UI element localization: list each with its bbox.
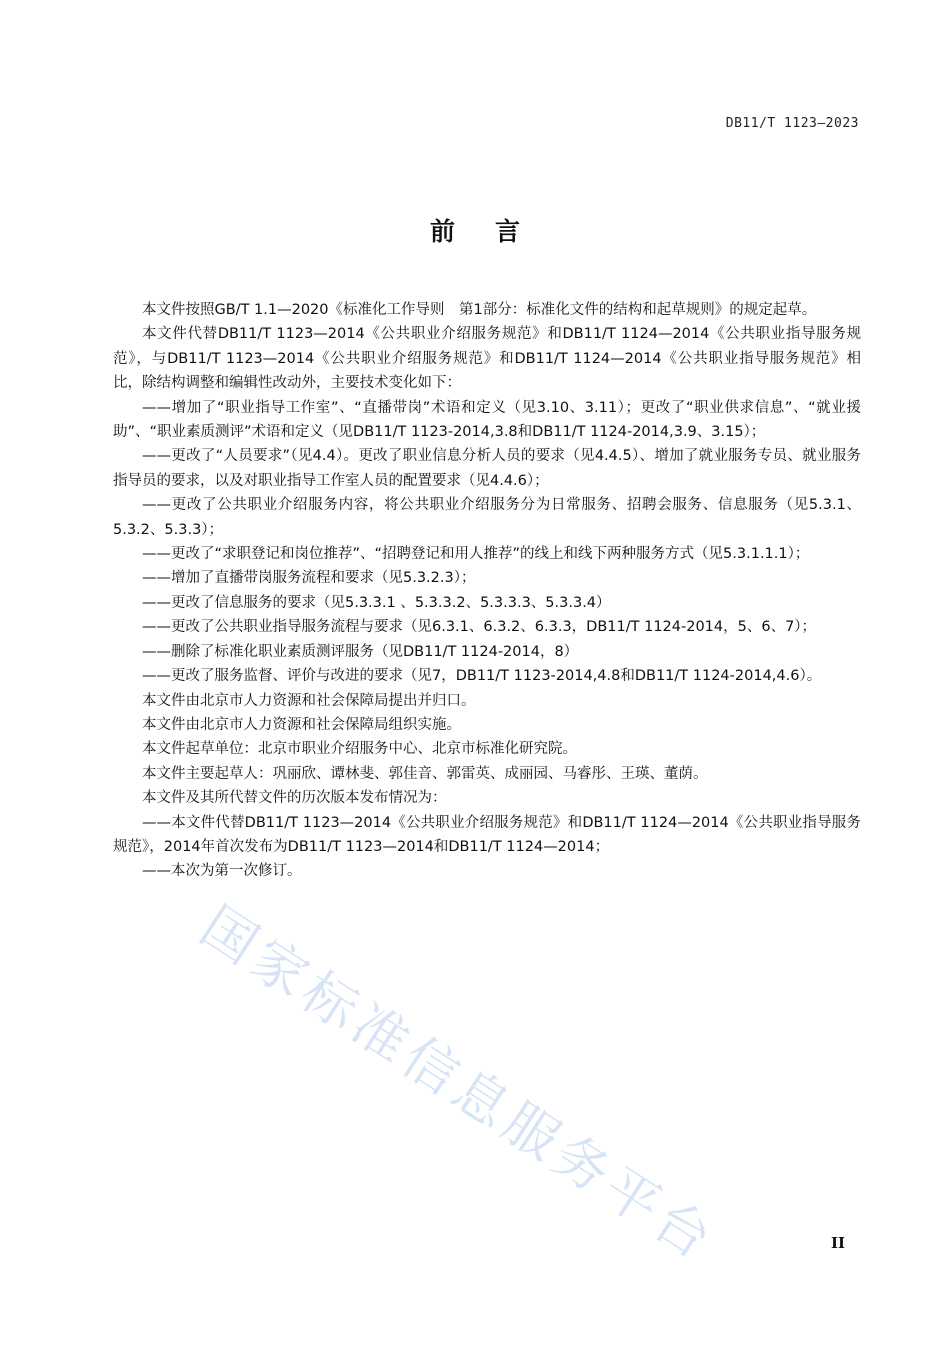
preface-body — [113, 298, 861, 884]
paragraph: ——更改了公共职业介绍服务内容，将公共职业介绍服务分为日常服务、招聘会服务、信息服务（见5.3.1、5.3.2、5.3.3）； — [113, 497, 861, 538]
paragraph: ——增加了“职业指导工作室”、“直播带岗”术语和定义（见3.10、3.11）；更改了“职业供求信息”、“就业援助”、“职业素质测评”术语和定义（见DB11/T 1123-2014,3.8和DB11/T 1124-2014,3.9、3.15）； — [113, 399, 861, 441]
paragraph: 本文件主要起草人：巩丽欣、谭林斐、郭佳音、郭雷英、成丽园、马睿彤、王瑛、董荫。 — [142, 765, 708, 782]
paragraph: ——更改了信息服务的要求（见5.3.3.1 、5.3.3.2、5.3.3.3、5.3.3.4） — [142, 594, 611, 611]
paragraph: ——删除了标准化职业素质测评服务（见DB11/T 1124-2014，8） — [142, 643, 579, 660]
paragraph: ——更改了公共职业指导服务流程与要求（见6.3.1、6.3.2、6.3.3，DB11/T 1124-2014，5、6、7）； — [142, 619, 817, 636]
paragraph: ——更改了“求职登记和岗位推荐”、“招聘登记和用人推荐”的线上和线下两种服务方式（见5.3.1.1.1）； — [142, 546, 810, 563]
paragraph: 本文件由北京市人力资源和社会保障局提出并归口。 — [142, 692, 476, 709]
paragraph: ——更改了服务监督、评价与改进的要求（见7，DB11/T 1123-2014,4.8和DB11/T 1124-2014,4.6）。 — [142, 668, 822, 685]
watermark: 国家标准信息服务平台 — [189, 894, 728, 1274]
paragraph: 本文件由北京市人力资源和社会保障局组织实施。 — [142, 716, 461, 733]
paragraph: 本文件按照GB/T 1.1—2020《标准化工作导则 第1部分：标准化文件的结构和起草规则》的规定起草。 — [142, 302, 817, 318]
paragraph: ——本文件代替DB11/T 1123—2014《公共职业介绍服务规范》和DB11/T 1124—2014《公共职业指导服务规范》，2014年首次发布为DB11/T 1123—2014和DB11/T 1124—2014； — [113, 814, 861, 855]
paragraph: ——本次为第一次修订。 — [142, 863, 302, 880]
paragraph: 本文件起草单位：北京市职业介绍服务中心、北京市标准化研究院。 — [142, 741, 577, 758]
paragraph: 本文件及其所代替文件的历次版本发布情况为： — [142, 790, 447, 807]
page-title: 前言 — [429, 217, 560, 246]
paragraph: 本文件代替DB11/T 1123—2014《公共职业介绍服务规范》和DB11/T 1124—2014《公共职业指导服务规范》，与DB11/T 1123—2014《公共职业介绍服务规范》和DB11/T 1124—2014《公共职业指导服务规范》相比，除结构调整和编辑性改动外，主要技术变化如下： — [113, 326, 861, 392]
standard-code: DB11/T 1123—2023 — [725, 116, 859, 131]
paragraph: ——增加了直播带岗服务流程和要求（见5.3.2.3）； — [142, 570, 476, 587]
paragraph: ——更改了“人员要求”（见4.4）。更改了职业信息分析人员的要求（见4.4.5）、增加了就业服务专员、就业服务指导员的要求，以及对职业指导工作室人员的配置要求（见4.4.6）； — [113, 448, 861, 489]
page-number: II — [831, 1234, 846, 1252]
